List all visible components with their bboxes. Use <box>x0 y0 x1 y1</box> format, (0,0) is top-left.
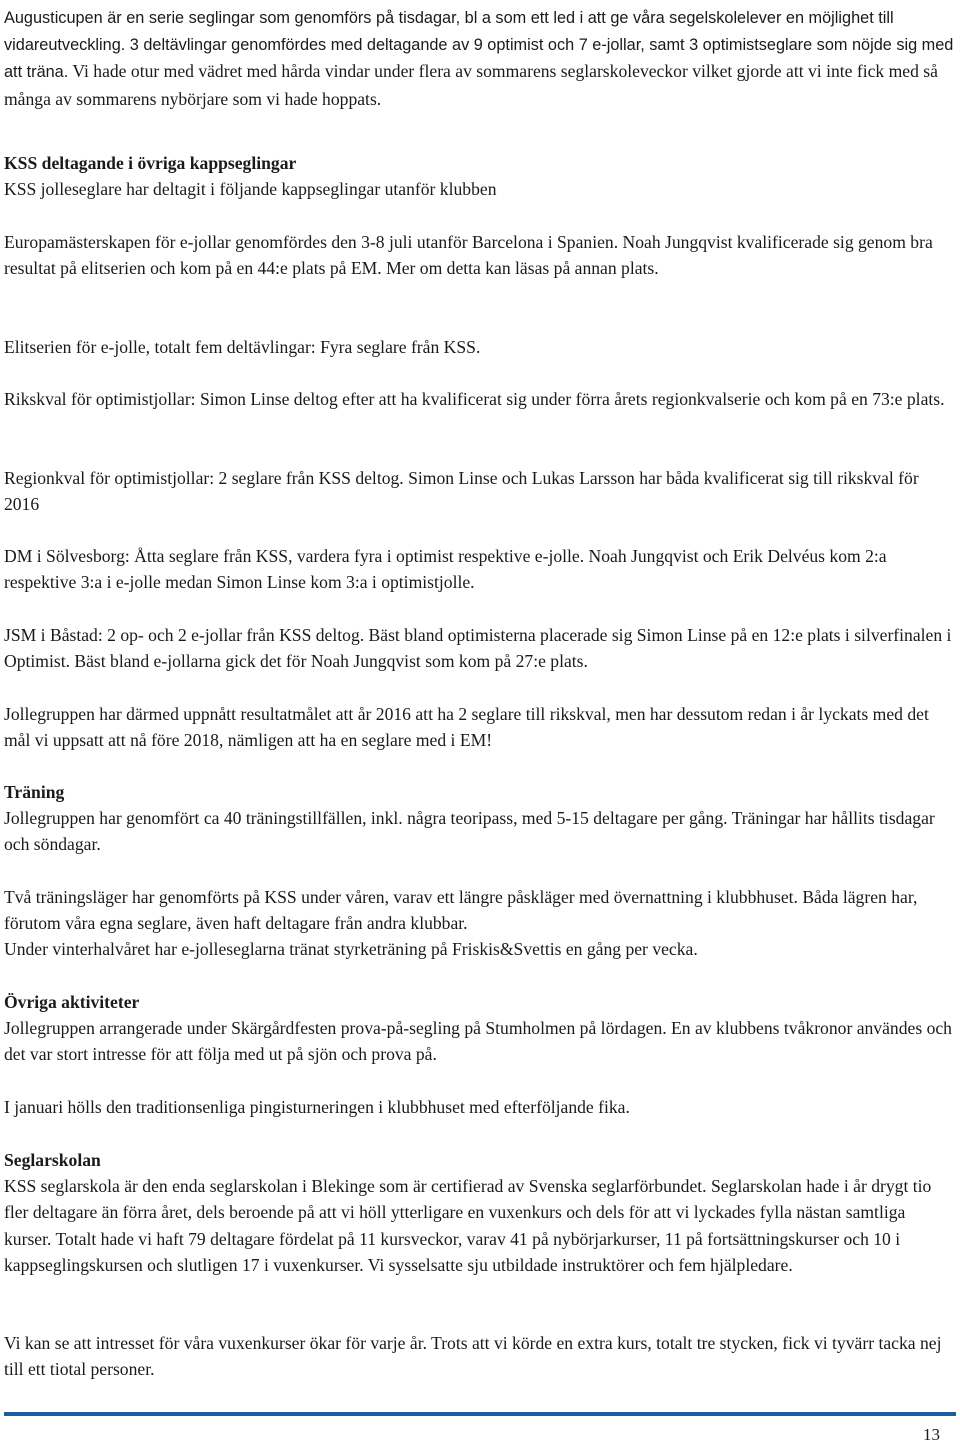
other-paragraph-2: I januari hölls den traditionsenliga pingisturneringen i klubbhuset med efterföljande fika. <box>4 1097 630 1117</box>
page-number: 13 <box>923 1425 940 1444</box>
training-paragraph-1: Jollegruppen har genomfört ca 40 träningstillfällen, inkl. några teoripass, med 5-15 deltagare per gång. Träningar har hållits tisdagar och söndagar. <box>4 808 935 855</box>
training-section <box>4 779 956 858</box>
intro-text <box>4 4 956 112</box>
kss-paragraph-rikskval <box>4 386 956 412</box>
other-activities-section <box>4 989 956 1068</box>
other-activities-heading: Övriga aktiviteter <box>4 992 140 1012</box>
kss-heading: KSS deltagande i övriga kappseglingar <box>4 153 297 173</box>
paragraph-text: Elitserien för e-jolle, totalt fem deltävlingar: Fyra seglare från KSS. <box>4 337 481 357</box>
paragraph-text: Regionkval för optimistjollar: 2 seglare från KSS deltog. Simon Linse och Lukas Larsson har båda kvalificerat sig till rikskval för 2016 <box>4 468 919 515</box>
intro-part-1: Augusticupen är en serie seglingar som genomförs på tisdagar, bl a som ett led i att ge våra segelskolelever en möjlighet till vidareutveckling. 3 deltävlingar genomfördes med deltagande av 9 optimist och 7 e-jollar, samt 3 optimistseglare som nöjde sig med att träna. <box>4 9 954 82</box>
paragraph-text: DM i Sölvesborg: Åtta seglare från KSS, vardera fyra i optimist respektive e-jolle. Noah Jungqvist och Erik Delvéus kom 2:a respektive 3:a i e-jolle medan Simon Linse kom 3:a i optimistjolle. <box>4 546 887 593</box>
sailing-school-section <box>4 1147 956 1278</box>
paragraph-text: Europamästerskapen för e-jollar genomfördes den 3-8 juli utanför Barcelona i Spanien. Noah Jungqvist kvalificerade sig genom bra resultat på elitserien och kom på en 44:e plats på EM. Mer om detta kan läsas på annan plats. <box>4 232 933 279</box>
training-paragraph-2: Två träningsläger har genomförts på KSS under våren, varav ett längre påskläger med övernattning i klubbhuset. Båda lägren har, förutom våra egna seglare, även haft deltagare från andra klubbar. <box>4 887 918 934</box>
paragraph-text: JSM i Båstad: 2 op- och 2 e-jollar från KSS deltog. Bäst bland optimisterna placerade sig Simon Linse på en 12:e plats i silverfinalen i Optimist. Bäst bland e-jollarna gick det för Noah Jungqvist som kom på 27:e plats. <box>4 625 952 672</box>
other-paragraph-1: Jollegruppen arrangerade under Skärgårdfesten prova-på-segling på Stumholmen på lördagen. En av klubbens tvåkronor användes och det var stort intresse för att följa med ut på sjön och prova på. <box>4 1018 952 1065</box>
kss-paragraph-elitserien <box>4 334 956 360</box>
kss-paragraph-regionkval <box>4 465 956 517</box>
paragraph-text: Rikskval för optimistjollar: Simon Linse deltog efter att ha kvalificerat sig under förra årets regionkvalserie och kom på en 73:e plats. <box>4 389 945 409</box>
kss-paragraph-em <box>4 229 956 281</box>
sailing-school-paragraph-2: Vi kan se att intresset för våra vuxenkurser ökar för varje år. Trots att vi körde en extra kurs, totalt tre stycken, fick vi tyvärr tacka nej till ett tiotal personer. <box>4 1333 942 1380</box>
kss-section <box>4 150 956 202</box>
footer-divider <box>4 1412 956 1416</box>
sailing-school-paragraph-1: KSS seglarskola är den enda seglarskolan i Blekinge som är certifierad av Svenska seglarförbundet. Seglarskolan hade i år drygt tio fler deltagare än förra året, dels beroende på att vi höll ytterligare en vuxenkurs och dels för att vi lyckades fylla nästan samtliga kurser. Totalt hade vi haft 79 deltagare fördelat på 11 kursveckor, varav 41 på nybörjarkurser, 11 på fortsättningskurser och 10 i kappseglingskursen och slutligen 17 i vuxenkurser. Vi sysselsatte sju utbildade instruktörer och fem hjälpledare. <box>4 1176 932 1275</box>
training-heading: Träning <box>4 782 65 802</box>
paragraph-text: Jollegruppen har därmed uppnått resultatmålet att år 2016 att ha 2 seglare till rikskval, men har dessutom redan i år lyckats med det mål vi uppsatt att nå före 2018, nämligen att ha en seglare med i EM! <box>4 704 929 751</box>
training-paragraph-group <box>4 884 956 963</box>
training-paragraph-3: Under vinterhalvåret har e-jolleseglarna tränat styrketräning på Friskis&Svettis en gång per vecka. <box>4 939 698 960</box>
kss-intro: KSS jolleseglare har deltagit i följande kappseglingar utanför klubben <box>4 179 497 200</box>
kss-paragraph-jsm <box>4 622 956 674</box>
kss-paragraph-dm <box>4 543 956 595</box>
sailing-school-heading: Seglarskolan <box>4 1150 101 1170</box>
kss-paragraph-summary <box>4 701 956 753</box>
sailing-school-paragraph-2-block <box>4 1330 956 1382</box>
other-paragraph-2-block <box>4 1094 956 1120</box>
intro-part-2: Vi hade otur med vädret med hårda vindar under flera av sommarens seglarskoleveckor vilket gjorde att vi inte fick med så många av sommarens nybörjare som vi hade hoppats. <box>4 61 938 109</box>
intro-paragraph <box>4 4 956 112</box>
